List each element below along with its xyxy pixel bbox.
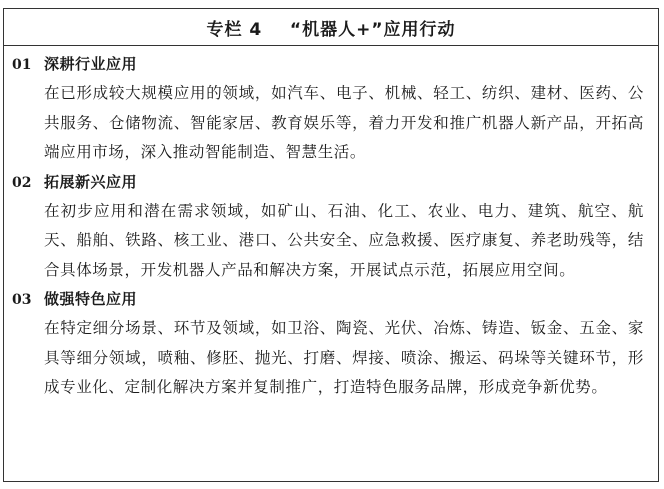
section-heading bbox=[12, 168, 644, 197]
section-01 bbox=[12, 50, 644, 168]
section-title: 做强特色应用 bbox=[44, 290, 138, 308]
section-body: 在特定细分场景、环节及领域，如卫浴、陶瓷、光伏、冶炼、铸造、钣金、五金、家具等细分领域，喷釉、修胚、抛光、打磨、焊接、喷涂、搬运、码垛等关键环节，形成专业化、定制化解决方案并复制推广，打造特色服务品牌，形成竞争新优势。 bbox=[44, 319, 644, 396]
box-content bbox=[4, 46, 658, 403]
section-heading bbox=[12, 285, 644, 314]
section-body: 在已形成较大规模应用的领域，如汽车、电子、机械、轻工、纺织、建材、医药、公共服务、仓储物流、智能家居、教育娱乐等，着力开发和推广机器人新产品，开拓高端应用市场，深入推动智能制造、智慧生活。 bbox=[44, 84, 644, 161]
section-number: 01 bbox=[12, 57, 32, 73]
section-number: 03 bbox=[12, 292, 32, 308]
section-title: 拓展新兴应用 bbox=[44, 172, 138, 191]
section-title: 深耕行业应用 bbox=[44, 55, 138, 73]
section-02 bbox=[12, 168, 644, 286]
section-number: 02 bbox=[12, 174, 32, 191]
box-title: 专栏 4 “机器人+”应用行动 bbox=[4, 9, 658, 46]
section-heading bbox=[12, 50, 644, 79]
feature-box bbox=[3, 8, 659, 482]
section-03 bbox=[12, 285, 644, 403]
section-body: 在初步应用和潜在需求领域，如矿山、石油、化工、农业、电力、建筑、航空、航天、船舶、铁路、核工业、港口、公共安全、应急救援、医疗康复、养老助残等，结合具体场景，开发机器人产品和解决方案，开展试点示范，拓展应用空间。 bbox=[44, 201, 644, 279]
